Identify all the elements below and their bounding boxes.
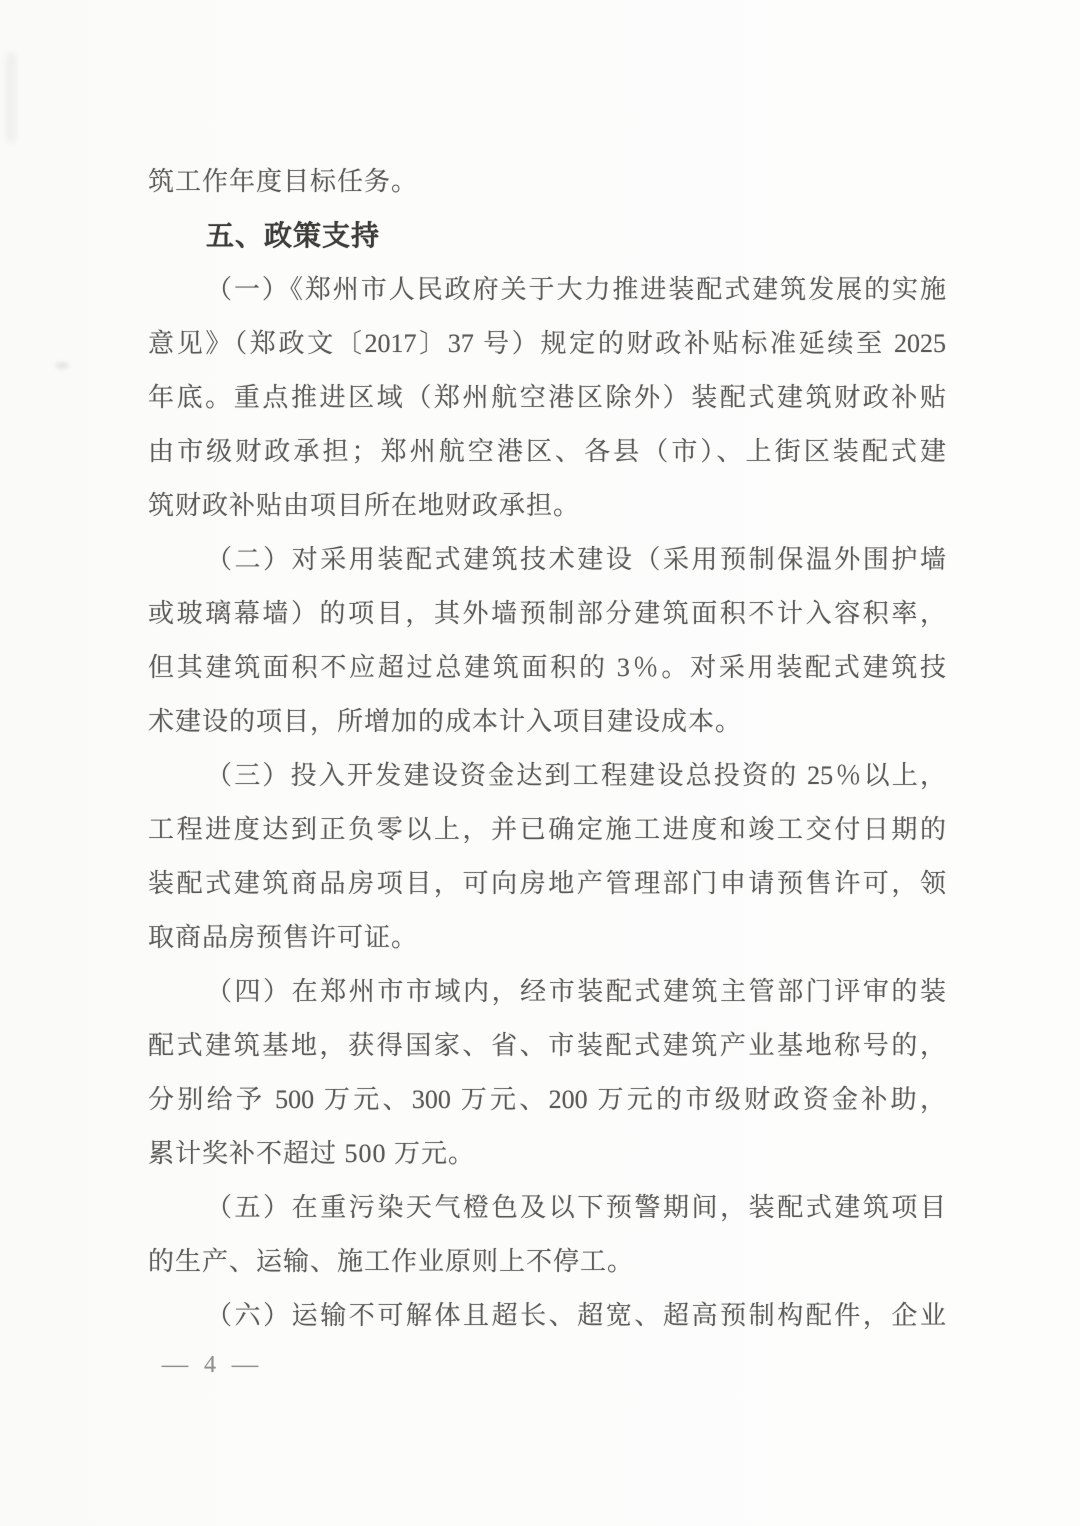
section-heading: 五、政策支持	[206, 220, 381, 251]
document-line: （三）投入开发建设资金达到工程建设总投资的 25％以上，	[206, 761, 946, 790]
document-line: 筑工作年度目标任务。	[148, 167, 419, 196]
document-line: 但其建筑面积不应超过总建筑面积的 3％。对采用装配式建筑技	[148, 653, 946, 682]
document-line: （六）运输不可解体且超长、超宽、超高预制构配件，企业	[206, 1301, 946, 1330]
document-line: 意见》（郑政文〔2017〕37 号）规定的财政补贴标准延续至 2025	[148, 329, 946, 358]
document-line: 年底。重点推进区域（郑州航空港区除外）装配式建筑财政补贴	[148, 383, 946, 412]
page-number-right-dash: —	[231, 1352, 259, 1378]
page-number	[163, 1352, 257, 1379]
document-line: 工程进度达到正负零以上，并已确定施工进度和竣工交付日期的	[148, 815, 946, 844]
document-line: 取商品房预售许可证。	[148, 923, 419, 952]
document-line: 或玻璃幕墙）的项目，其外墙预制部分建筑面积不计入容积率，	[148, 599, 946, 628]
document-line: （一）《郑州市人民政府关于大力推进装配式建筑发展的实施	[206, 275, 946, 304]
document-line: 筑财政补贴由项目所在地财政承担。	[148, 491, 581, 520]
page-number-left-dash: —	[161, 1352, 189, 1378]
document-line: 配式建筑基地，获得国家、省、市装配式建筑产业基地称号的，	[148, 1031, 946, 1060]
document-line: 累计奖补不超过 500 万元。	[148, 1139, 476, 1168]
document-line: 术建设的项目，所增加的成本计入项目建设成本。	[148, 707, 743, 736]
document-line: 装配式建筑商品房项目，可向房地产管理部门申请预售许可，领	[148, 869, 946, 898]
document-line: （四）在郑州市市域内，经市装配式建筑主管部门评审的装	[206, 977, 946, 1006]
document-line: 的生产、运输、施工作业原则上不停工。	[148, 1247, 635, 1276]
scan-artifact-left-edge	[6, 52, 16, 142]
page-number-value: 4	[204, 1352, 216, 1378]
document-line: （五）在重污染天气橙色及以下预警期间，装配式建筑项目	[206, 1193, 946, 1222]
document-line: 由市级财政承担；郑州航空港区、各县（市）、上街区装配式建	[148, 437, 946, 466]
document-body	[148, 155, 946, 1343]
document-line: 分别给予 500 万元、300 万元、200 万元的市级财政资金补助，	[148, 1085, 946, 1114]
document-line: （二）对采用装配式建筑技术建设（采用预制保温外围护墙	[206, 545, 946, 574]
scan-artifact-smudge	[55, 362, 69, 369]
